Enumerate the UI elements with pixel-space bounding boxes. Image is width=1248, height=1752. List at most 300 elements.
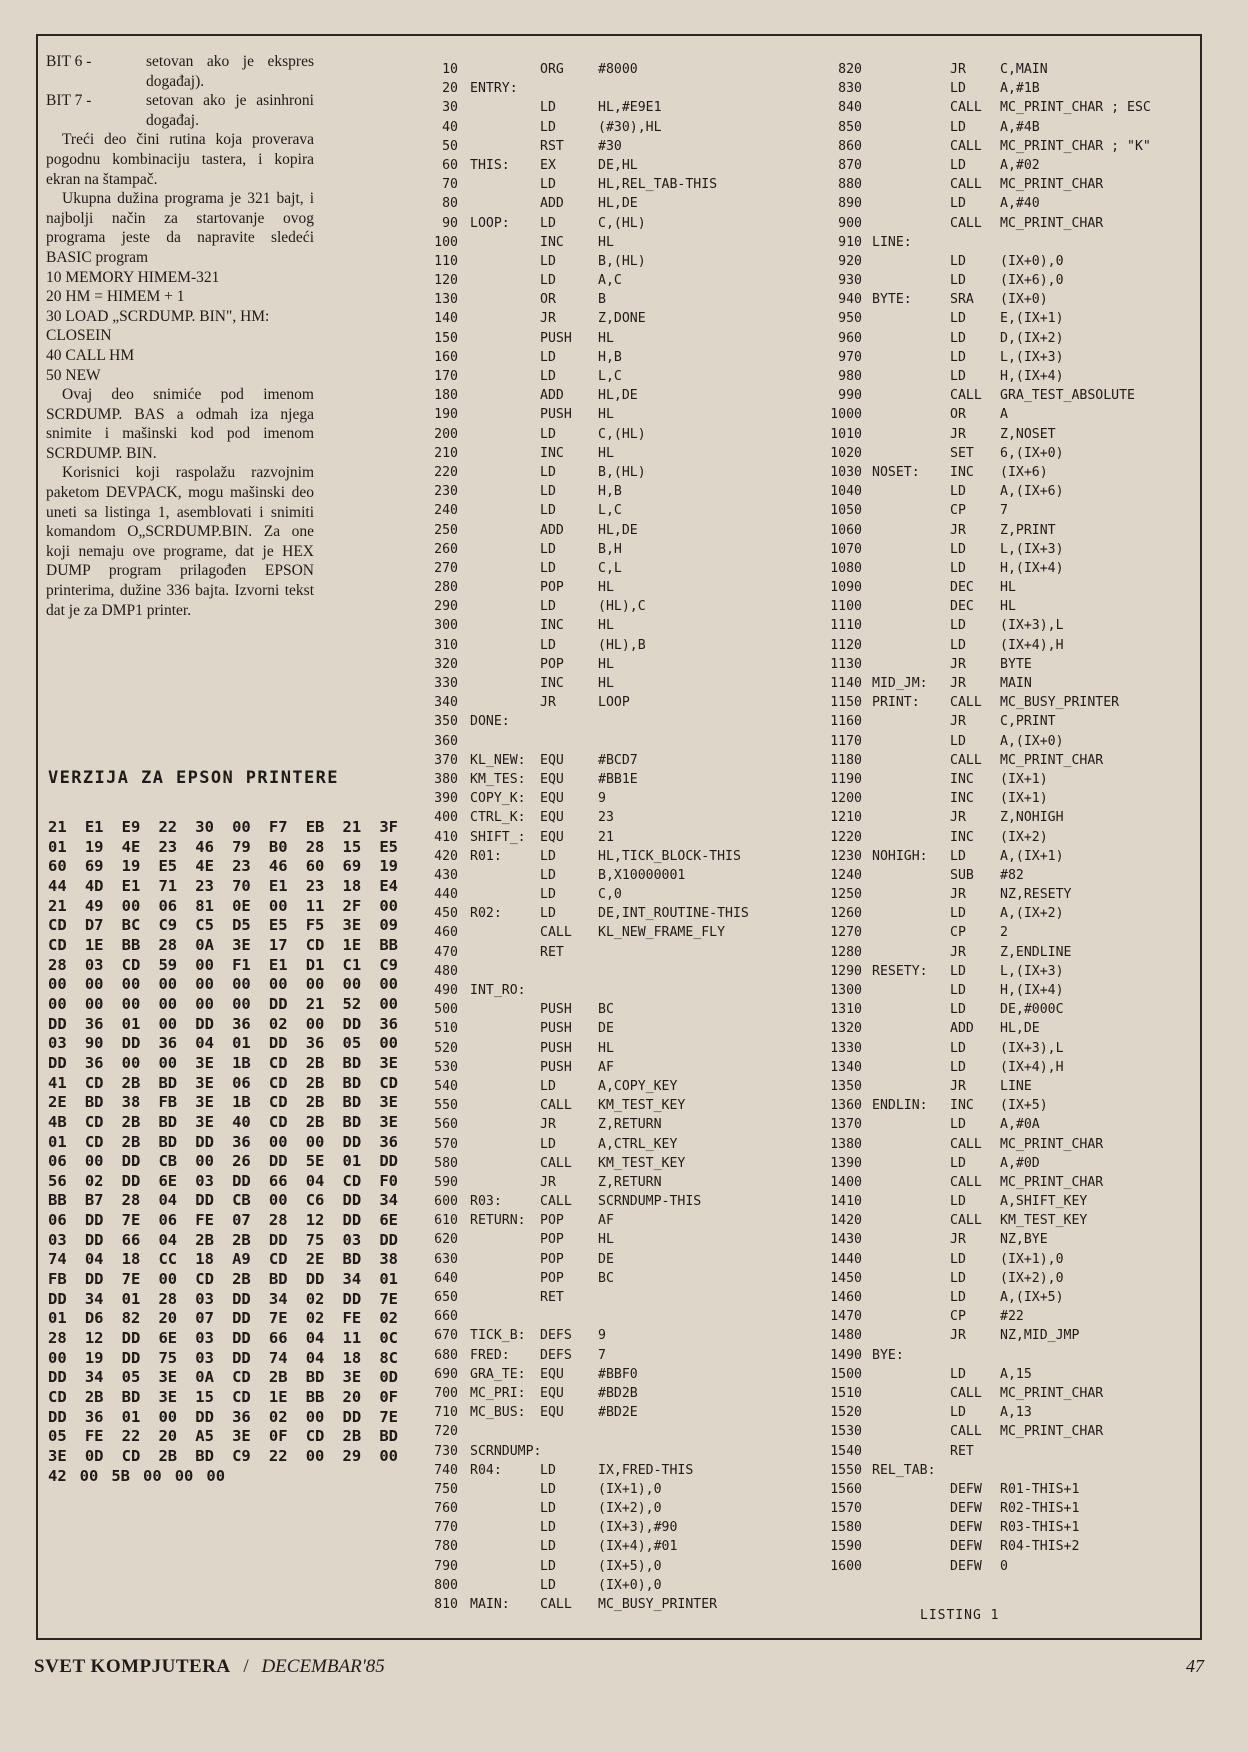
hex-byte: 36 (379, 1014, 398, 1033)
listing-opcode: LD (950, 541, 966, 557)
listing-operand: HL (598, 656, 614, 672)
hex-byte: 17 (268, 935, 288, 954)
listing-line-number: 390 (434, 791, 458, 807)
hex-dump-row (48, 995, 398, 1015)
hex-byte: 34 (342, 1270, 362, 1289)
listing-opcode: LD (540, 848, 556, 864)
listing-opcode: LD (540, 599, 556, 615)
hex-byte: C1 (342, 955, 362, 974)
hex-dump-row (48, 1172, 398, 1192)
hex-dump-row (48, 877, 398, 897)
hex-byte: CD (342, 1171, 362, 1190)
hex-byte: 30 (195, 818, 214, 836)
listing-opcode: JR (950, 887, 966, 903)
listing-line (820, 1537, 1200, 1556)
listing-line-number: 1240 (830, 867, 862, 883)
hex-byte: 01 (121, 1014, 141, 1033)
hex-byte: 5E (305, 1152, 325, 1171)
hex-byte: CD (268, 1053, 288, 1072)
hex-byte: 2E (48, 1093, 67, 1112)
listing-opcode: LD (950, 637, 966, 653)
hex-dump-row (48, 1034, 398, 1054)
listing-label: MC_PRI: (470, 1385, 526, 1401)
listing-opcode: JR (950, 1328, 966, 1344)
listing-line-number: 1340 (830, 1059, 862, 1075)
hex-byte: 00 (232, 818, 251, 836)
hex-byte: B0 (268, 837, 288, 856)
listing-opcode: LD (540, 426, 556, 442)
listing-line-number: 330 (434, 676, 458, 691)
listing-line-number: 770 (434, 1520, 458, 1536)
listing-opcode: RET (540, 944, 564, 960)
listing-operand: A,CTRL_KEY (598, 1136, 678, 1152)
hex-byte: 00 (379, 975, 398, 994)
listing-line-number: 1220 (830, 829, 862, 845)
listing-operand: (IX+1),0 (1000, 1251, 1064, 1267)
listing-label: LOOP: (470, 215, 510, 231)
hex-byte: 01 (121, 1289, 141, 1308)
hex-byte: BD (84, 1093, 104, 1112)
listing-line-number: 930 (838, 273, 862, 289)
listing-opcode: DEFW (950, 1558, 982, 1574)
listing-operand: A,#4B (1000, 119, 1040, 135)
listing-line (820, 329, 1200, 348)
listing-opcode: EQU (540, 791, 564, 807)
hex-byte: 36 (84, 1014, 104, 1033)
listing-line (820, 674, 1200, 693)
hex-byte: 05 (48, 1427, 67, 1446)
hex-byte: 4B (48, 1112, 67, 1131)
hex-byte: 04 (305, 1348, 325, 1367)
listing-line-number: 1090 (830, 580, 862, 596)
hex-byte: 07 (195, 1309, 214, 1328)
hex-byte: DD (48, 1053, 67, 1072)
listing-line-number: 530 (434, 1059, 458, 1075)
hex-byte: 69 (84, 857, 104, 876)
listing-operand: B,H (598, 541, 622, 557)
listing-line (420, 1537, 810, 1556)
listing-line (420, 847, 810, 866)
listing-line-number: 1440 (830, 1251, 862, 1267)
hex-byte: 2B (305, 1073, 325, 1092)
listing-operand: R03-THIS+1 (1000, 1520, 1080, 1536)
hex-byte: 12 (305, 1211, 325, 1230)
hex-byte: 2B (158, 1447, 178, 1465)
listing-operand: (IX+1) (1000, 771, 1048, 787)
listing-line (820, 367, 1200, 386)
listing-line (820, 1461, 1200, 1480)
hex-byte: DD (232, 1171, 251, 1190)
listing-line (820, 214, 1200, 233)
listing-opcode: POP (540, 1270, 564, 1286)
listing-line-number: 1060 (830, 522, 862, 538)
listing-operand: MC_PRINT_CHAR ; "K" (1000, 138, 1151, 154)
hex-byte: 00 (379, 1034, 398, 1053)
hex-byte: 2B (121, 1073, 141, 1092)
listing-operand: (IX+6),0 (1000, 273, 1064, 289)
listing-line (820, 597, 1200, 616)
basic-line: 20 HM = HIMEM + 1 (46, 288, 185, 306)
hex-byte: 5B (111, 1466, 131, 1485)
listing-line (820, 1058, 1200, 1077)
listing-opcode: JR (950, 656, 966, 672)
listing-line-number: 450 (434, 906, 458, 922)
listing-line (420, 1384, 810, 1403)
hex-byte: 74 (268, 1348, 288, 1367)
hex-byte: 3E (379, 1093, 398, 1112)
hex-byte: 2E (305, 1250, 325, 1269)
hex-byte: 3E (158, 1388, 178, 1407)
hex-byte: CD (268, 1250, 288, 1269)
listing-line-number: 1050 (830, 503, 862, 519)
hex-byte: BB (121, 935, 141, 954)
hex-dump-row (48, 1349, 398, 1369)
hex-byte: 20 (342, 1388, 362, 1407)
listing-line-number: 230 (434, 484, 458, 500)
listing-line-number: 130 (434, 292, 458, 308)
listing-line (820, 1557, 1200, 1576)
hex-byte: 06 (48, 1211, 67, 1230)
listing-label: REL_TAB: (872, 1462, 936, 1478)
listing-opcode: JR (950, 810, 966, 826)
listing-line-number: 1490 (830, 1347, 862, 1363)
listing-opcode: JR (950, 426, 966, 442)
listing-operand: BC (598, 1002, 614, 1018)
listing-line-number: 90 (442, 215, 458, 231)
listing-line-number: 780 (434, 1539, 458, 1555)
hex-byte: FB (158, 1093, 178, 1112)
hex-byte: 3E (342, 916, 362, 935)
listing-opcode: JR (540, 1174, 556, 1190)
listing-line-number: 830 (838, 81, 862, 97)
hex-byte: 1B (232, 1093, 251, 1112)
listing-line-number: 100 (434, 234, 458, 250)
hex-byte: 00 (195, 1152, 214, 1171)
listing-label: FRED: (470, 1347, 510, 1363)
listing-opcode: DEFW (950, 1539, 982, 1555)
listing-label: SHIFT_: (470, 829, 526, 845)
hex-byte: 00 (379, 1447, 398, 1465)
listing-opcode: LD (950, 1040, 966, 1056)
listing-line-number: 910 (838, 234, 862, 250)
hex-byte: 22 (121, 1427, 141, 1446)
listing-operand: #30 (598, 138, 622, 154)
hex-byte: DD (195, 1191, 214, 1210)
listing-operand: L,(IX+3) (1000, 349, 1064, 365)
hex-byte: 28 (48, 1329, 67, 1348)
listing-label: RETURN: (470, 1213, 526, 1229)
hex-byte: 2B (342, 1427, 362, 1446)
listing-opcode: LD (540, 369, 556, 384)
hex-dump-row (48, 1152, 398, 1172)
listing-line (420, 175, 810, 194)
listing-operand: (IX+1),0 (598, 1481, 662, 1497)
hex-byte: 28 (305, 837, 325, 856)
hex-byte: CD (84, 1132, 104, 1151)
basic-line: 10 MEMORY HIMEM-321 (46, 268, 220, 286)
listing-line-number: 960 (838, 330, 862, 346)
hex-byte: DD (195, 1132, 214, 1151)
hex-byte: DD (305, 1270, 325, 1289)
listing-opcode: LD (950, 349, 966, 365)
listing-opcode: LD (950, 983, 966, 998)
listing-opcode: LD (540, 867, 556, 883)
bit-6-entry (46, 52, 314, 91)
hex-byte: DD (342, 1407, 362, 1426)
listing-line-number: 600 (434, 1194, 458, 1210)
listing-operand: MC_PRINT_CHAR (1000, 177, 1104, 193)
listing-opcode: EQU (540, 1366, 564, 1382)
listing-line (420, 904, 810, 923)
listing-line-number: 720 (434, 1424, 458, 1440)
listing-opcode: JR (540, 311, 556, 327)
listing-opcode: CALL (950, 1174, 982, 1190)
hex-byte: 75 (158, 1348, 178, 1367)
hex-byte: 2B (121, 1132, 141, 1151)
listing-operand: 6,(IX+0) (1000, 445, 1064, 461)
listing-opcode: LD (540, 541, 556, 557)
hex-byte: 3F (379, 818, 398, 836)
hex-byte: BB (48, 1191, 67, 1210)
listing-line (420, 1230, 810, 1249)
listing-line-number: 310 (434, 637, 458, 653)
footer-separator: / (243, 1656, 249, 1677)
hex-dump-row (48, 818, 398, 838)
listing-operand: (IX+2) (1000, 829, 1048, 845)
hex-byte: DD (48, 1289, 67, 1308)
listing-line-number: 610 (434, 1213, 458, 1229)
listing-line-number: 410 (434, 829, 458, 845)
listing-line-number: 850 (838, 119, 862, 135)
listing-operand: HL,#E9E1 (598, 100, 662, 116)
listing-opcode: POP (540, 1213, 564, 1229)
listing-line-number: 620 (434, 1232, 458, 1248)
hex-byte: 3E (195, 1112, 214, 1131)
listing-opcode: OR (950, 407, 966, 423)
hex-byte: 36 (232, 1407, 251, 1426)
hex-byte: 00 (84, 1152, 104, 1171)
hex-byte: 00 (305, 1014, 325, 1033)
listing-opcode: JR (950, 62, 966, 77)
listing-line-number: 50 (442, 138, 458, 154)
hex-dump (48, 818, 398, 1486)
hex-byte: 29 (342, 1447, 362, 1465)
hex-byte: 81 (195, 896, 214, 915)
hex-byte: 40 (232, 1112, 251, 1131)
hex-byte: 21 (48, 896, 67, 915)
listing-operand: DE,INT_ROUTINE-THIS (598, 906, 749, 922)
listing-line-number: 340 (434, 695, 458, 711)
listing-line-number: 1500 (830, 1366, 862, 1382)
listing-line (420, 271, 810, 290)
paragraph: Ovaj deo snimiće pod imenom SCRDUMP. BAS a odmah iza njega snimite i mašinski kod pod imenom SCRDUMP. BIN. (46, 386, 314, 462)
listing-label: RESETY: (872, 963, 928, 979)
listing-line (420, 367, 810, 386)
listing-operand: D,(IX+2) (1000, 330, 1064, 346)
hex-byte: 20 (158, 1309, 178, 1328)
hex-byte: DD (195, 1407, 214, 1426)
listing-line (820, 118, 1200, 137)
listing-line-number: 700 (434, 1385, 458, 1401)
listing-opcode: LD (540, 273, 556, 289)
listing-opcode: LD (950, 1290, 966, 1305)
hex-byte: 28 (121, 1191, 141, 1210)
listing-line (420, 1422, 810, 1441)
listing-line-number: 870 (838, 157, 862, 173)
listing-line (420, 828, 810, 847)
listing-label: R01: (470, 848, 502, 864)
listing-label: COPY_K: (470, 791, 526, 807)
listing-line-number: 160 (434, 349, 458, 365)
hex-byte: DD (232, 1348, 251, 1367)
hex-byte: 23 (158, 837, 178, 856)
listing-operand: H,(IX+4) (1000, 560, 1064, 576)
listing-label: BYTE: (872, 292, 912, 308)
listing-line (820, 271, 1200, 290)
listing-line (820, 1288, 1200, 1307)
hex-byte: C9 (232, 1447, 251, 1465)
listing-opcode: RST (540, 138, 564, 154)
hex-byte: BD (379, 1427, 398, 1446)
hex-byte: CD (48, 916, 67, 935)
listing-operand: HL (598, 1040, 614, 1056)
listing-line (420, 118, 810, 137)
listing-line-number: 1320 (830, 1021, 862, 1037)
listing-line-number: 1200 (830, 791, 862, 807)
listing-line-number: 70 (442, 177, 458, 193)
listing-line (420, 1173, 810, 1192)
hex-byte: E1 (268, 876, 288, 895)
listing-operand: HL,TICK_BLOCK-THIS (598, 848, 741, 864)
listing-line (420, 674, 810, 693)
listing-line (420, 1326, 810, 1345)
listing-opcode: LD (950, 1366, 966, 1382)
listing-line-number: 1460 (830, 1290, 862, 1305)
listing-line (420, 923, 810, 942)
listing-opcode: LD (950, 733, 966, 749)
hex-byte: 03 (195, 1171, 214, 1190)
listing-operand: (IX+5) (1000, 1098, 1048, 1114)
hex-byte: 00 (206, 1466, 226, 1485)
listing-operand: C,MAIN (1000, 62, 1048, 77)
listing-opcode: POP (540, 580, 564, 596)
listing-line (820, 1365, 1200, 1384)
listing-line (820, 309, 1200, 328)
listing-operand: R04-THIS+2 (1000, 1539, 1080, 1555)
listing-operand: (IX+3),#90 (598, 1520, 678, 1536)
hex-byte: CD (268, 1112, 288, 1131)
listing-opcode: LD (950, 1002, 966, 1018)
listing-line (820, 1115, 1200, 1134)
listing-opcode: RET (950, 1443, 974, 1459)
listing-opcode: LD (950, 618, 966, 634)
hex-byte: 06 (48, 1152, 67, 1171)
listing-label: MID_JM: (872, 676, 928, 691)
hex-byte: 18 (342, 876, 362, 895)
hex-byte: 04 (195, 1034, 214, 1053)
hex-byte: 02 (84, 1171, 104, 1190)
listing-line (820, 1019, 1200, 1038)
hex-byte: 2B (305, 1093, 325, 1112)
listing-operand: 7 (598, 1347, 606, 1363)
hex-dump-row (48, 1408, 398, 1428)
listing-line-number: 1380 (830, 1136, 862, 1152)
hex-byte: 19 (379, 857, 398, 876)
hex-byte: CD (121, 1447, 141, 1465)
listing-line-number: 1590 (830, 1539, 862, 1555)
hex-dump-row (48, 897, 398, 917)
listing-line-number: 690 (434, 1366, 458, 1382)
listing-opcode: LD (950, 119, 966, 135)
listing-line-number: 30 (442, 100, 458, 116)
listing-line (420, 1518, 810, 1537)
hex-byte: 00 (158, 1270, 178, 1289)
listing-line-number: 1350 (830, 1078, 862, 1094)
listing-line-number: 800 (434, 1577, 458, 1593)
listing-operand: A (1000, 407, 1008, 423)
listing-operand: MC_PRINT_CHAR (1000, 215, 1104, 231)
listing-line-number: 860 (838, 138, 862, 154)
listing-line-number: 1070 (830, 541, 862, 557)
listing-opcode: EQU (540, 752, 564, 768)
listing-opcode: POP (540, 1251, 564, 1267)
listing-opcode: LD (540, 1558, 556, 1574)
listing-opcode: INC (950, 771, 974, 787)
listing-operand: KM_TEST_KEY (1000, 1213, 1088, 1229)
listing-line-number: 380 (434, 771, 458, 787)
listing-line-number: 950 (838, 311, 862, 327)
hex-byte: 52 (342, 994, 362, 1013)
listing-line (820, 194, 1200, 213)
listing-label: BYE: (872, 1347, 904, 1363)
listing-opcode: LD (540, 1462, 556, 1478)
hex-byte: DD (195, 1014, 214, 1033)
hex-byte: 01 (232, 1034, 251, 1053)
listing-operand: A,COPY_KEY (598, 1078, 678, 1094)
listing-operand: A,(IX+0) (1000, 733, 1064, 749)
hex-dump-row (48, 1113, 398, 1133)
listing-opcode: LD (950, 906, 966, 922)
listing-opcode: INC (540, 445, 564, 461)
hex-byte: 00 (195, 994, 214, 1013)
listing-opcode: ADD (540, 388, 564, 404)
hex-byte: 03 (84, 955, 104, 974)
hex-byte: 19 (121, 857, 141, 876)
hex-byte: E4 (379, 876, 398, 895)
listing-line (820, 693, 1200, 712)
listing-line (420, 425, 810, 444)
listing-line-number: 1080 (830, 560, 862, 576)
listing-line (420, 1250, 810, 1269)
listing-line (420, 597, 810, 616)
hex-byte: 6E (379, 1211, 398, 1230)
listing-line-number: 1510 (830, 1385, 862, 1401)
hex-byte: DD (121, 1171, 141, 1190)
hex-byte: DD (48, 1014, 67, 1033)
listing-line-number: 260 (434, 541, 458, 557)
listing-operand: Z,ENDLINE (1000, 944, 1072, 960)
listing-operand: C,(HL) (598, 215, 646, 231)
hex-byte: 28 (158, 1289, 178, 1308)
listing-operand: (HL),C (598, 599, 646, 615)
hex-byte: 7E (121, 1270, 141, 1289)
hex-byte: 00 (158, 1407, 178, 1426)
hex-byte: BD (195, 1447, 214, 1465)
hex-byte: 18 (121, 1250, 141, 1269)
listing-opcode: CALL (950, 388, 982, 404)
hex-byte: DD (232, 1329, 251, 1348)
listing-operand: HL (598, 234, 614, 250)
